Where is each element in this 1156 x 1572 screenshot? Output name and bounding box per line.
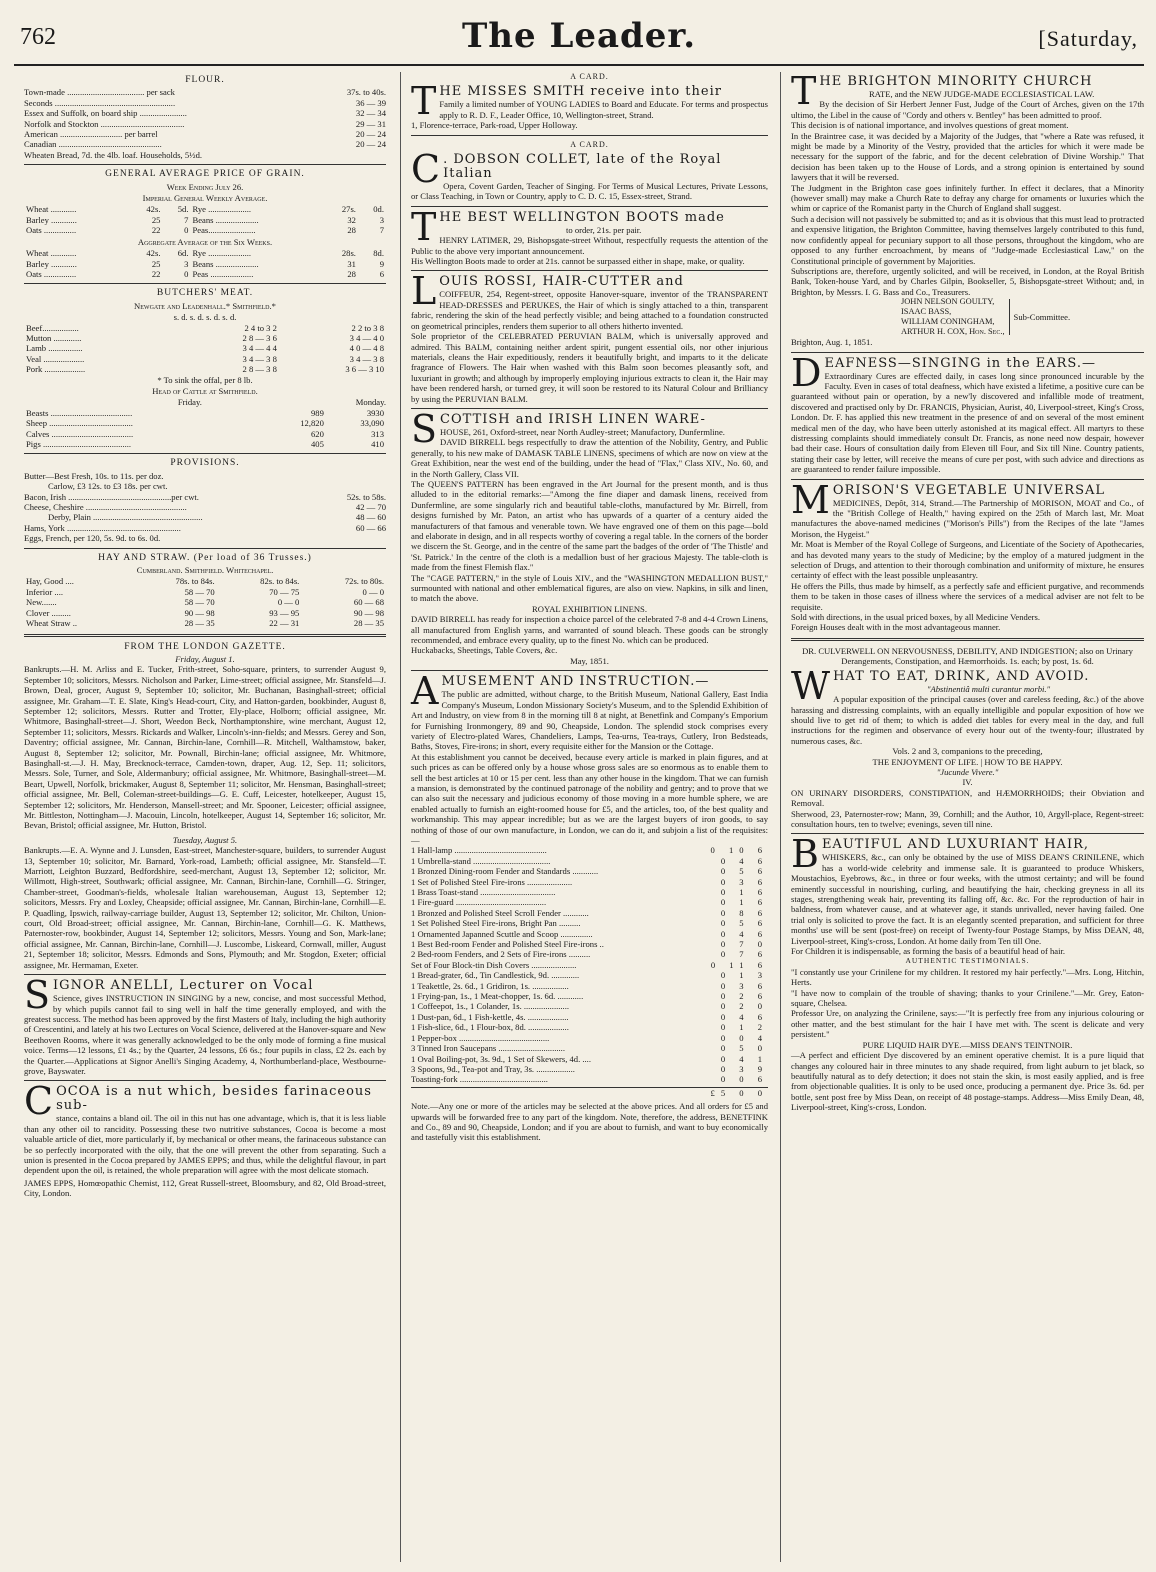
testimonial: "I constantly use your Crinilene for my children. It restored my hair perfectly."—Mrs. Long, Hitchin, Herts. <box>791 966 1144 988</box>
ad-body: A popular exposition of the principal causes (over and careless feeding, &c.) of the above harassing and distressing complaints, with an equally intelligible and popular exposition of how we should live to get rid of them; to which is added diet tables for every meal in the day, and full instructions for the regimen and observance of every hour out of the twenty-four; illustrated by numerous cases, &c. <box>791 694 1144 746</box>
ad-body: Subscriptions are, therefore, urgently solicited, and will be received, in London, at the Royal British Bank, Token-house Yard, and by Charles Gilpin, Bookseller, 5, Bishopsgate-street Without; and, in Brighton, by Messrs. I. G. Bass and Co., Treasurers. <box>791 265 1144 297</box>
dropcap: S <box>24 973 51 1018</box>
ad-sub: AUTHENTIC TESTIMONIALS. <box>905 956 1030 966</box>
divider <box>411 270 768 271</box>
grain-imperial: Imperial General Weekly Average. <box>142 193 268 204</box>
cocoa-ad <box>24 1079 386 1199</box>
flour-row: American ............................. per barrel 20 — 24 <box>24 129 386 140</box>
hay-heading: HAY AND STRAW. (Per load of 36 Trusses.) <box>98 552 312 563</box>
ad-body: He offers the Pills, thus made by himself, as a perfectly safe and efficient purgative, and recommends them to be taken in those cases of illness where the services of a medical adviser are not felt to be requisite. <box>791 580 1144 612</box>
divider <box>24 164 386 165</box>
grain-six-weeks-table <box>24 248 386 279</box>
cattle-days: Friday. Monday. <box>177 397 386 408</box>
divider <box>411 206 768 207</box>
meat-table <box>24 323 386 375</box>
signatory-list: JOHN NELSON GOULTY, ISAAC BASS, WILLIAM CONINGHAM, ARTHUR H. COX, Hon. Sec., <box>901 297 1005 337</box>
ad-heading: HE MISSES SMITH receive into their <box>439 84 722 100</box>
flour-table <box>24 87 386 160</box>
list-item: 1 Set Polished Steel Fire-irons, Bright Pan .......... 0 5 6 <box>411 918 768 929</box>
list-item: 1 Fish-slice, 6d., 1 Flour-box, 8d. ................... 0 1 2 <box>411 1022 768 1033</box>
list-item: 1 Coffeepot, 1s., 1 Colander, 1s. ..................... 0 2 0 <box>411 1001 768 1012</box>
ad-body: ON URINARY DISORDERS, CONSTIPATION, and HÆMORRHOIDS; their Obviation and Removal. <box>791 787 1144 809</box>
ad-address: 1, Florence-terrace, Park-road, Upper Holloway. <box>411 120 578 131</box>
ad-heading: OCOA is a nut which, besides farinaceous sub- <box>56 1084 372 1114</box>
table-row: Inferior .... 58 — 70 70 — 75 0 — 0 <box>26 586 384 597</box>
deafness-ad <box>791 350 1144 475</box>
what-to-eat-ad <box>791 663 1144 830</box>
dropcap: B <box>791 832 819 877</box>
gazette-friday-text: Bankrupts.—H. M. Arliss and E. Tucker, Frith-street, Soho-square, printers, to surrender August 9, September 10; solicitors, Messrs. Nicholson and Parker, Lime-street; official assignee, Mr. Stansfeld—J. Brown, Deal, grocer, August 9, September 10; solicitor, Mr. Buchanan, Basinghall-street; official assignee, Mr. Graham—T. E. Slate, King's Head-court, City, and Hatton-garden, bookbinder, August 8, September 12; solicitors, Messrs. Rutter and Trotter, Ely-place, Holborn; official assignee, Mr. Whitmore, Basinghall-street—J. Short, Weedon Beck, Northamptonshire, wine merchant, August 12, September 11; solicitors, Messrs. Rickards and Walker, Lincoln's-inn-fields; and Messrs. Gerey and Son, Daventry; official assignee, Mr. Cannan, Birchin-lane, Cornhill—R. Mitchell, Walthamstow, baker, August 8, September 12; solicitor, Mr. Pownall, Birchin-lane; official assignee, Mr. Whitmore, Basinghall-st.—J. H. May, Brecknock-terrace, Camden-town, draper, Aug. 12, Sep. 11; solicitors, Messrs. Sole, Turner, and Sole, Aldermanbury; official assignee, Mr. Whitmore, Basinghall-street—M. Beart, Upwell, Norfolk, brickmaker, August 8, September 11; solicitor, Mr. Hensman, Basinghall-street; official assignee, Mr. Bell, Coleman-street-buildings—G. E. Cuff, Leicester, hotelkeeper, August 15, September 12; solicitors, Mr. Henderson, Mansell-street; and Mr. Spooner, Leicester; official assignee, Mr. Bittleston, Nottingham—J. Macouin, Lincoln, hotelkeeper, August 14, September 16; solicitor, Mr. Bevan, Bristol; official assignee, Mr. Hutton, Bristol. <box>24 664 386 831</box>
ad-note: Note.—Any one or more of the articles may be selected at the above prices. And all orders for £5 and upwards will be forwarded free to any part of the kingdom. Note, therefore, the address, BENETFINK and Co., 89 and 90, Cheapside, London; and if you are about to furnish, and want to buy economically and tastefully visit this establishment. <box>411 1101 768 1143</box>
flour-row: Essex and Suffolk, on board ship ...................... 32 — 34 <box>24 108 386 119</box>
ad-body: HENRY LATIMER, 29, Bishopsgate-street Without, respectfully requests the attention of the Public to the above very important announcement. <box>411 235 768 256</box>
list-item: 1 Frying-pan, 1s., 1 Meat-chopper, 1s. 6d. ............ 0 2 6 <box>411 991 768 1002</box>
ad-motto: "Abstinentiâ multi curantur morbi." <box>926 683 1051 694</box>
list-item: 1 Ornamented Japanned Scuttle and Scoop ............... 0 4 6 <box>411 928 768 939</box>
divider <box>24 283 386 284</box>
day-label: [Saturday, <box>1038 26 1138 51</box>
ad-body: —A perfect and efficient Dye discovered by an eminent operative chemist. It is a pure liquid that changes any coloured hair in three minutes to any shade required, from light auburn to jet black, so beautifully natural as to defy detection; it does not stain the skin, is most easily applied, and is free from objectionable qualities. It is only to be used once, producing a permanent dye. Price 3s. 6d. per bottle, sent post free by Miss Dean, on receipt of 48 postage-stamps. Address—Miss Emily Dean, 48, Liverpool-street, King's-cross, London. <box>791 1050 1144 1113</box>
table-row: Calves ...................................... 620 313 <box>26 428 384 439</box>
ad-footer: JAMES EPPS, Homœopathic Chemist, 112, Great Russell-street, Bloomsbury, and 82, Old Broad-street, City, London. <box>24 1177 386 1199</box>
bread-price: Wheaten Bread, 7d. the 4lb. loaf. Households, 5½d. <box>24 149 203 160</box>
column-2 <box>400 72 768 1562</box>
table-row: Wheat Straw .. 28 — 35 22 — 31 28 — 35 <box>26 618 384 629</box>
table-row: Oats ............... 22 0 Peas .................... 28 6 <box>26 268 384 279</box>
list-item: 1 Oval Boiling-pot, 3s. 9d., 1 Set of Skewers, 4d. .... 0 4 1 <box>411 1053 768 1064</box>
ad-body: Mr. Moat is Member of the Royal College of Surgeons, and Licentiate of the Society of Apothecaries, and has devoted many years to the study of Medicine; by the employ of a matured judgment in the selection of Drugs, and attention to their thorough combination and uniformity of mixture, he ensures certainty of effect with the least possible unpleasantry. <box>791 539 1144 581</box>
ad-body: stance, contains a bland oil. The oil in this nut has one advantage, which is, that it is less liable than any other oil to rancidity. Possessing these two nutritive substances, Cocoa is become a most valuable article of diet, more particularly if, by mechanical or other means, the farinaceous substance can be so perfectly incorporated with the oily, that the one will prevent the other from separating. Such a union is presented in the Cocoa prepared by JAMES EPPS; and thus, while the delightful flavour, in part dependent upon the oil, is retained, the whole preparation will agree with the most delicate stomach. <box>24 1113 386 1176</box>
table-row: Beasts ...................................... 989 3930 <box>26 407 384 418</box>
ad-sub: IV. <box>962 777 973 788</box>
provisions-row: Hams, York ..................................................... 60 — 66 <box>24 522 386 533</box>
ad-heading: . DOBSON COLLET, late of the Royal Italian <box>443 152 722 182</box>
hair-ad <box>791 832 1144 1113</box>
ad-body: HOUSE, 261, Oxford-street, near North Audley-street; Manufactory, Dunfermline. <box>440 426 725 437</box>
newspaper-page <box>14 10 1144 1562</box>
page-number: 762 <box>20 24 56 50</box>
ad-body: Extraordinary Cures are effected daily, in cases long since pronounced incurable by the Faculty. Even in cases of total deafness, which have existed a lifetime, a positive cure can be guaranteed without pain or operation, by a new'ly discovered and infallible mode of treatment, discovered and practised only by Dr. FRANCIS, Physician, Aurist, 40, Liverpool-street, King's Cross, London. Dr. F. has applied this new treatment in the presence of and on several of the most eminent medical men of the day, who have been utterly astonished at its magical effect. All martyrs to these distressing complaints should immediately consult Dr. Francis, as none need now despair, however bad their case. Hours of consultation daily from Eleven till Four, and Six till Nine. Country patients, stating their case by letter, will receive the means of cure per post, with such advice and directions as are guaranteed to render failure impossible. <box>791 370 1144 475</box>
ad-body: DAVID BIRRELL begs respectfully to draw the attention of the Nobility, Gentry, and Public generally, to his new make of DAMASK TABLE LINENS, specimens of which are now on view at the Great Exhibition, near the west end of the building, under the head of "Flax," Class XIV., No. 60, and in the North Gallery, Class VII. <box>411 437 768 479</box>
ad-body: DAVID BIRRELL has ready for inspection a choice parcel of the celebrated 7-8 and 4-4 Crown Linens, all manufactured from English yarns, and warranted of sound bleach. These goods can be strongly recommended, and embrace every quality, up to the finest No. which can be produced. <box>411 614 768 646</box>
table-row: Veal ................... 3 4 — 3 8 3 4 — 3 8 <box>26 353 384 364</box>
gazette-tuesday-text: Bankrupts.—E. A. Wynne and J. Lunsden, East-street, Manchester-square, builders, to surrender August 13, September 10; solicitor, Mr. Barnard, York-road, Lambeth; official assignee, Mr. Stansfeld—T. Marriott, Leighton Buzzard, Bedfordshire, seed-merchant, August 13, September 12; solicitor, Mr. Willmott, High-street, Southwark; official assignee, Mr. Cannan, Birchin-lane, Cornhill—G. Stringer, Chamber-street, Goodman's-fields, wholesale Italian warehouseman, August 13, September 12; solicitors, Messrs. Fry and Loxley, Cheapside; official assignee, Mr. Cannan, Birchin-lane, Cornhill—E. P. Quadling, Ipswich, railway-carriage builder, August 13, September 12; solicitor, Mr. Chilton, Union-court, Old Broad-street; official assignee, Mr. Cannan, Birchin-lane, Cornhill—G. K. Matthews, Paternoster-row, bookbinder, August 14, September 12; solicitors, Messrs. Young and Son, Mark-lane; official assignee, Mr. Cannan, Birchin-lane, Cornhill—J. Luscombe, Liskeard, Cornwall, miller, August 21, September 18; solicitor, Messrs. Edmonds and Sons, Plymouth; and Mr. Stogdon, Exeter; official assignee, Mr. Hermaman, Exeter. <box>24 845 386 970</box>
ad-body: His Wellington Boots made to order at 21s. cannot be surpassed either in shape, make, or quality. <box>411 256 745 267</box>
ad-sub: to order, 21s. per pair. <box>566 224 642 235</box>
ad-body: The "CAGE PATTERN," in the style of Louis XIV., and the "WASHINGTON MEDALLION BUST," surmounted with national and other emblematical figures, are also on view. Napkins, in silk and linen, to match the above. <box>411 572 768 604</box>
column-3 <box>780 72 1144 1562</box>
table-row: Pigs ......................................... 405 410 <box>26 439 384 449</box>
ad-sub: THE ENJOYMENT OF LIFE. | HOW TO BE HAPPY. <box>872 756 1063 767</box>
list-item: 1 Bread-grater, 6d., Tin Candlestick, 9d. ............. 0 1 3 <box>411 970 768 981</box>
dropcap: T <box>411 204 437 249</box>
ad-body: The public are admitted, without charge, to the British Museum, National Gallery, East India Company's Museum, London Missionary Society's Museum, and to the Splendid Exhibition of Art and Industry, on view from 8 in the morning till 8 at night, at Benetfink and Company's Emporium for Furnishing Ironmongery, 89 and 90, Cheapside, London. The splendid stock comprises every variety of Electro-plated Wares, Chandeliers, Lamps, Tea-urns, Tea-trays, Cutlery, Iron Bedsteads, Baths, Stoves, Fire-irons; in short, every requisite either for the Mansion or the Cottage. <box>411 689 768 752</box>
list-item: 1 Best Bed-room Fender and Polished Steel Fire-irons .. 0 7 0 <box>411 939 768 950</box>
ad-body: Foreign Houses dealt with in the most advantageous manner. <box>791 622 1001 633</box>
table-row: Oats ............... 22 0 Peas...................... 28 7 <box>26 225 384 236</box>
list-total: £5 0 0 <box>411 1087 768 1098</box>
ad-sub: PURE LIQUID HAIR DYE.—MISS DEAN'S TEINTNOIR. <box>862 1039 1073 1050</box>
ad-heading: HAT TO EAT, DRINK, AND AVOID. <box>833 668 1090 684</box>
ad-heading: OUIS ROSSI, HAIR-CUTTER and <box>439 274 684 290</box>
grain-week: Week Ending July 26. <box>166 181 244 192</box>
rossi-ad <box>411 269 768 404</box>
meat-markets: Newgate and Leadenhall.* Smithfield.* <box>134 300 276 311</box>
grain-weekly-table <box>24 204 386 235</box>
requisites-list <box>411 845 768 1098</box>
linen-ad <box>411 406 768 666</box>
culverwell-ad: DR. CULVERWELL ON NERVOUSNESS, DEBILITY, AND INDIGESTION; also on Urinary Derangements, Constipation, and Hæmorrhoids. 1s. each; by post, 1s. 6d. <box>802 645 1133 667</box>
ad-heading: EAFNESS—SINGING in the EARS.— <box>824 355 1096 371</box>
provisions-row: Cheese, Cheshire ............................................... 42 — 70 <box>24 502 386 513</box>
list-item: Set of Four Block-tin Dish Covers ..................... 0 11 6 <box>411 959 768 970</box>
ad-body: This decision is of national importance, and involves questions of great moment. <box>791 120 1069 131</box>
ad-heading: COTTISH and IRISH LINEN WARE- <box>440 411 706 427</box>
divider <box>791 833 1144 834</box>
list-item: 1 Set of Polished Steel Fire-irons ..................... 0 3 6 <box>411 876 768 887</box>
table-row: Hay, Good .... 78s. to 84s. 82s. to 84s. 72s. to 80s. <box>26 576 384 587</box>
table-row: Pork ................... 2 8 — 3 8 3 6 — 3 10 <box>26 364 384 375</box>
divider <box>24 634 386 637</box>
card-label: A CARD. <box>570 72 609 81</box>
dropcap: A <box>411 669 439 714</box>
list-item: 1 Brass Toast-stand ................................... 0 1 6 <box>411 887 768 897</box>
table-row: Mutton ............. 2 8 — 3 6 3 4 — 4 0 <box>26 332 384 343</box>
ad-body: WHISKERS, &c., can only be obtained by the use of MISS DEAN'S CRINILENE, which has a world-wide celebrity and immense sale. It is guaranteed to produce Whiskers, Moustachios, Eyebrows, &c., in three or four weeks, with the utmost certainty; and will be found eminently successful in nourishing, curling, and beautifying the hair, checking greyness in all its stages, strengthening weak hair, preventing its falling off, &c. &c. For the reproduction of hair in baldness, from whatever cause, and at whatever age, it stands unrivalled, never having failed. One trial only is solicited to prove the fact. It is an elegantly scented preparation, and sufficient for three months' use will be sent (post-free) on receipt of Twenty-four Postage Stamps, by Miss DEAN, 48, Liverpool-street, King's-cross, London. At home daily from Ten till One. <box>791 852 1144 946</box>
ad-date: Brighton, Aug. 1, 1851. <box>791 337 873 348</box>
provisions-heading: PROVISIONS. <box>170 458 240 469</box>
grain-aggregate: Aggregate Average of the Six Weeks. <box>137 236 273 247</box>
eggs-line: Eggs, French, per 120, 5s. 9d. to 6s. 0d. <box>24 533 161 544</box>
ad-body: COIFFEUR, 254, Regent-street, opposite Hanover-square, inventor of the TRANSPARENT HEAD-DRESSES and PERUKES, the Hair of which is singly attached to a thin, transparent fabric, rendering the skin of the head perfectly visible; and being attached to a foundation constructed on geometrical principles, renders them superior to all others hitherto invented. <box>411 289 768 331</box>
list-item: 3 Spoons, 9d., Tea-pot and Tray, 3s. .................. 0 3 9 <box>411 1063 768 1074</box>
table-row: New....... 58 — 70 0 — 0 60 — 68 <box>26 597 384 608</box>
ad-sub: ROYAL EXHIBITION LINENS. <box>532 603 647 614</box>
meat-heading: BUTCHERS' MEAT. <box>156 288 254 299</box>
brighton-ad <box>791 72 1144 348</box>
gazette-tuesday: Tuesday, August 5. <box>172 834 238 845</box>
committee-label: Sub-Committee. <box>1013 311 1071 322</box>
list-item: 3 Tinned Iron Saucepans ............................... 0 5 0 <box>411 1043 768 1054</box>
divider <box>24 548 386 549</box>
divider <box>791 479 1144 480</box>
ad-body: At this establishment you cannot be deceived, because every article is marked in plain figures, and at such prices as can be offered only by a house whose gross sales are so enormous as to enable them to sell the best articles at 10 or 15 per cent. less than any other house in the kingdom. That we can furnish a mansion, is demonstrated by the continued patronage of the nobility and gentry; and to prove that we can also suit the necessary and judicious economy of those moving in a more humble sphere, we are enabled actually to furnish an eight-roomed house for £5, and the articles, too, of the best quality and workmanship. This may appear incredible; but as we are the largest buyers of iron goods, to say nothing of those of our own manufacture, in London, we can do it, and subjoin a list of the requisites:— <box>411 751 768 845</box>
provisions-line: Butter—Best Fresh, 10s. to 11s. per doz. <box>24 470 164 481</box>
ad-body: Sold with directions, in the usual priced boxes, by all Medicine Venders. <box>791 612 1041 623</box>
table-row: Clover ......... 90 — 98 93 — 95 90 — 98 <box>26 607 384 618</box>
ad-body: Family a limited number of YOUNG LADIES to Board and Educate. For terms and prospectus apply to R. D. F., Leader Office, 10, Wellington-street, Strand. <box>439 99 768 120</box>
gazette-heading: FROM THE LONDON GAZETTE. <box>124 641 286 652</box>
ad-body: Sherwood, 23, Paternoster-row; Mann, 39, Cornhill; and the Author, 10, Argyll-place, Regent-street: consultation hours, ten to twelve; evenings, seven till nine. <box>791 808 1144 829</box>
table-row: Sheep ....................................... 12,820 33,090 <box>26 418 384 429</box>
brace <box>1009 299 1010 335</box>
list-item: Toasting-fork ......................................... 0 0 6 <box>411 1074 768 1085</box>
divider <box>411 670 768 671</box>
table-row: Beef................. 2 4 to 3 2 2 2 to 3 8 <box>26 322 384 333</box>
ad-heading: HE BEST WELLINGTON BOOTS made <box>439 209 725 225</box>
collet-ad <box>411 147 768 202</box>
ad-heading: MUSEMENT AND INSTRUCTION.— <box>441 674 710 690</box>
dropcap: S <box>411 406 438 451</box>
list-item: 1 Fire-guard .......................................... 0 1 6 <box>411 897 768 908</box>
ad-body: Opera, Covent Garden, Teacher of Singing. For Terms of Musical Lectures, Private Lessons, or Class Teaching, in Town or Country, apply to C. D. C. 15, Essex-street, Strand. <box>411 181 768 202</box>
ad-heading: IGNOR ANELLI, Lecturer on Vocal <box>53 978 314 994</box>
provisions-row: Bacon, Irish ................................................per cwt. 52s. to 58s. <box>24 491 386 502</box>
grain-heading: GENERAL AVERAGE PRICE OF GRAIN. <box>105 169 305 180</box>
ad-sub: "Jucunde Vivere." <box>936 766 999 777</box>
hay-table <box>24 576 386 628</box>
boots-ad <box>411 204 768 267</box>
testimonial: Professor Ure, on analyzing the Crinilene, says:—"It is perfectly free from any injurious colouring or other matter, and the best stimulant for the hair I have met with. The scent is delicate and very persistent." <box>791 1008 1144 1040</box>
table-row: Barley ............ 25 7 Beans .................... 32 3 <box>26 214 384 225</box>
dropcap: T <box>791 72 817 113</box>
dropcap: L <box>411 269 437 314</box>
newspaper-title: The Leader. <box>461 16 697 56</box>
ad-heading: ORISON'S VEGETABLE UNIVERSAL <box>832 482 1106 498</box>
divider <box>24 453 386 454</box>
flour-row: Seconds ........................................................ 36 — 39 <box>24 97 386 108</box>
list-item: 1 Umbrella-stand .................................... 0 4 6 <box>411 855 768 866</box>
ad-heading: HE BRIGHTON MINORITY CHURCH <box>819 74 1093 89</box>
anelli-ad <box>24 973 386 1076</box>
divider <box>24 974 386 975</box>
list-item: 2 Bed-room Fenders, and 2 Sets of Fire-irons .......... 0 7 6 <box>411 949 768 960</box>
ad-body: Science, gives INSTRUCTION IN SINGING by a new, concise, and most successful Method, by which pupils cannot fail to sing well in half the time generally employed, and with the greatest success. The method has been approved by the first Masters of Italy, including the high authority of Crescentini, and lately at his two Lectures on Vocal Science, delivered at the Hanover-square and New Beethoven Rooms, where it was generally acknowledged to be the only mode of forming a fine musical voice. Terms—12 lessons, £1 4s.; by the Quarter, 24 lessons, £6 6s.; four pupils in class, £2 2s. each by the Quarter.—Applications at Signor Anelli's Singing Academy, 4, Northumberland-place, Westbourne-grove, Bayswater. <box>24 993 386 1076</box>
divider <box>411 408 768 409</box>
list-item: 1 Hall-lamp ........................................... 0 10 6 <box>411 845 768 856</box>
dropcap: T <box>411 79 437 124</box>
meat-note: * To sink the offal, per 8 lb. <box>157 374 253 385</box>
hay-markets: Cumberland. Smithfield. Whitechapel. <box>136 565 274 576</box>
ad-body: Huckabacks, Sheetings, Table Covers, &c. <box>411 645 558 656</box>
ad-body: The Judgment in the Brighton case goes infinitely further. In effect it declares, that a Minority (however small) may make a Church Rate to defray any charge for ornaments or luxuries which the whim or caprice of the Romanist party in the Church of England shall suggest. <box>791 182 1144 214</box>
table-row: Barley ............ 25 3 Beans .................... 31 9 <box>26 258 384 269</box>
table-row: Lamb ................ 3 4 — 4 4 4 0 — 4 8 <box>26 343 384 354</box>
list-item: 1 Dust-pan, 6d., 1 Fish-kettle, 4s. ................... 0 4 6 <box>411 1011 768 1022</box>
ad-body: Sole proprietor of the CELEBRATED PERUVIAN BALM, which is universally approved and admired. This BALM, containing neither ardent spirit, pungent essential oils, nor other injurious materials, cleans the Hair expeditiously, renders it beautifully bright, and imparts to it the delicate fragrance of Flowers. The Hair when washed with this Balm soon becomes pleasantly soft, and luxuriant in growth; and although by improperly employing injurious extracts to clean it, the Hair may have been rendered harsh, or turned grey, it will soon be restored to its Natural Colour and Brilliancy by using the PERUVIAN BALM. <box>411 331 768 404</box>
ad-sub: Vols. 2 and 3, companions to the preceding, <box>892 746 1043 757</box>
cattle-table <box>24 408 386 450</box>
dropcap: W <box>791 663 831 708</box>
list-item: 1 Pepper-box .......................................... 0 0 4 <box>411 1032 768 1043</box>
columns <box>14 72 1144 1562</box>
divider <box>411 135 768 136</box>
provisions-line: Carlow, £3 12s. to £3 18s. per cwt. <box>48 481 168 492</box>
ad-body: For Children it is indispensable, as forming the basis of a beautiful head of hair. <box>791 946 1065 957</box>
testimonial: "I have now to complain of the trouble of shaving; thanks to your Crinilene."—Mr. Grey, Eaton-square, Chelsea. <box>791 987 1144 1009</box>
ad-body: Such a decision will not passively be submitted to; and as it is obvious that this must lead to protracted and expensive litigation, the Brighton Committee, having themselves largely contributed to this fund, now confidently appeal for pecuniary support to all those persons, throughout the kingdom, who are opposed to any further encroachment, by means of "Judge-made Ecclesiastical Law," on the Constitutional principle of government by Majorities. <box>791 213 1144 266</box>
list-item: 1 Bronzed and Polished Steel Scroll Fender ............ 0 8 6 <box>411 907 768 918</box>
misses-smith-ad <box>411 79 768 131</box>
ad-body: By the decision of Sir Herbert Jenner Fust, Judge of the Court of Arches, given on the 17th ultimo, the Libel in the cause of "Cordy and others v. Bentley" has been admitted to proof. <box>791 99 1144 120</box>
ad-heading: EAUTIFUL AND LUXURIANT HAIR, <box>821 837 1089 853</box>
ad-date: May, 1851. <box>570 655 609 666</box>
divider <box>24 1080 386 1081</box>
masthead <box>14 10 1144 66</box>
flour-row: Town-made .................................... per sack 37s. to 40s. <box>24 87 386 98</box>
provisions-row: Derby, Plain ................................................... 48 — 60 <box>48 512 386 523</box>
flour-row: Norfolk and Stockton ....................................... 29 — 31 <box>24 118 386 129</box>
signatories <box>791 297 1144 337</box>
cattle-heading: Head of Cattle at Smithfield. <box>152 385 258 396</box>
divider <box>791 638 1144 641</box>
ad-sub: RATE, and the NEW JUDGE-MADE ECCLESIASTICAL LAW. <box>869 89 1095 99</box>
dropcap: C <box>24 1079 54 1124</box>
flour-row: Canadian ................................................ 20 — 24 <box>24 139 386 150</box>
amusement-ad <box>411 669 768 1143</box>
flour-heading: FLOUR. <box>185 75 225 85</box>
table-row: Wheat ............ 42s. 6d. Rye .................... 28s. 8d. <box>26 248 384 259</box>
list-item: 1 Bronzed Dining-room Fender and Standards ............ 0 5 6 <box>411 866 768 877</box>
ad-body: MEDICINES, Depôt, 314, Strand.—The Partnership of MORISON, MOAT and Co., of the "British College of Health," having expired on the 25th of March last, Mr. Moat manufactures the above-named medicines ("Morison's Pills") from the Recipes of the late "James Morison, the Hygeist." <box>791 497 1144 539</box>
morison-ad <box>791 477 1144 633</box>
list-item: 1 Teakettle, 2s. 6d., 1 Gridiron, 1s. ................. 0 3 6 <box>411 980 768 991</box>
table-row: Wheat ............ 42s. 5d. Rye .................... 27s. 0d. <box>26 204 384 215</box>
ad-body: The QUEEN'S PATTERN has been engraved in the Art Journal for the present month, and is thus alluded to in the editorial remarks:—"Among the fine diaper and damask linens, received from Dunfermline, are some singularly rich and beautiful table-cloths, manufactured by Mr. Birrell, from designs furnished by Mr. Paton, an artist who has upwards of a quarter of a century aided the manufacturers of that famous and venerable town. We have engraved one of them on this page—bold and elaborate in design, and in all respects worthy of covering a regal table. In the corners of the border we discern the St. George, and in the centre of the same part the badges of the order of 'The Thistle' and 'St. Patrick.' In the centre of the cloth is a medallion bust of her gracious Majesty. The table-cloth is made from the finest Flemish flax." <box>411 478 768 573</box>
ad-body: In the Braintree case, it was decided by a Majority of the Judges, that "where a Rate was refused, it might be made by a Minority of the Vestry, provided that the articles for which it were made be necessary for the support of the fabric, and for the decent celebration of Divine Worship." That decision has been taken up to the House of Lords, and a strong opinion is entertained by sound lawyers that it will be reversed. <box>791 130 1144 183</box>
dropcap: D <box>791 350 822 395</box>
dropcap: M <box>791 477 830 522</box>
column-1 <box>24 72 386 1562</box>
dropcap: C <box>411 147 441 192</box>
meat-units: s. d. s. d. s. d. s. d. <box>173 312 237 323</box>
gazette-friday: Friday, August 1. <box>175 653 235 664</box>
card-label: A CARD. <box>570 139 609 149</box>
divider <box>791 352 1144 353</box>
